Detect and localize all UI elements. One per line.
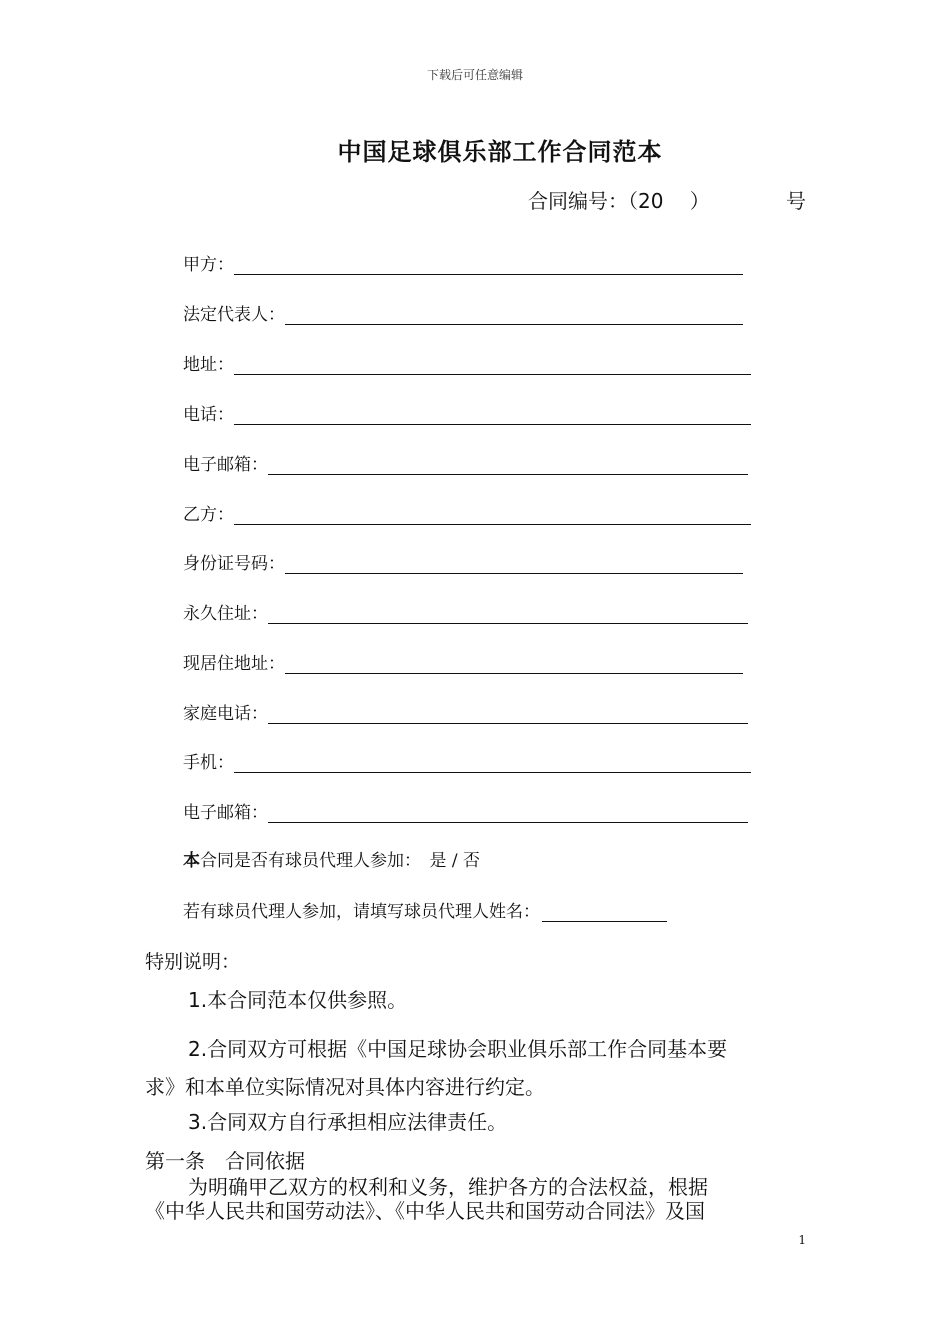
field-party-a xyxy=(183,250,743,275)
header-note: 下载后可任意编辑 xyxy=(426,68,523,82)
article-1-heading: 第一条 合同依据 xyxy=(145,1149,305,1173)
field-label: 电子邮箱： xyxy=(183,803,268,823)
blank-line[interactable] xyxy=(285,555,743,574)
page-number: 1 xyxy=(798,1233,806,1247)
special-note-2: 2.合同双方可根据《中国足球协会职业俱乐部工作合同基本要 xyxy=(188,1037,728,1061)
field-label: 乙方： xyxy=(183,505,234,525)
field-label: 家庭电话： xyxy=(183,704,268,724)
special-note-1: 1.本合同范本仅供参照。 xyxy=(188,988,408,1012)
field-label: 甲方： xyxy=(183,255,234,275)
field-mobile xyxy=(183,748,751,773)
blank-line[interactable] xyxy=(234,754,751,773)
field-email-b xyxy=(183,798,748,823)
agent-question-lead: 本 xyxy=(183,851,200,871)
article-1-line-1: 为明确甲乙双方的权利和义务，维护各方的合法权益，根据 xyxy=(188,1175,708,1199)
field-label: 身份证号码： xyxy=(183,554,285,574)
contract-number-label: 合同编号：（20 ） xyxy=(528,189,710,213)
field-phone xyxy=(183,400,751,425)
field-party-b xyxy=(183,500,751,525)
blank-line[interactable] xyxy=(234,406,751,425)
blank-line[interactable] xyxy=(285,306,743,325)
field-email-a xyxy=(183,450,748,475)
field-home-phone xyxy=(183,699,748,724)
field-permanent-address xyxy=(183,599,748,624)
contract-number-suffix: 号 xyxy=(786,189,806,213)
field-label: 地址： xyxy=(183,355,234,375)
blank-line[interactable] xyxy=(285,655,743,674)
field-current-address xyxy=(183,649,743,674)
field-address xyxy=(183,350,751,375)
field-label: 法定代表人： xyxy=(183,305,285,325)
field-label: 手机： xyxy=(183,753,234,773)
agent-name-field xyxy=(183,897,667,922)
agent-question-text: 合同是否有球员代理人参加： 是 / 否 xyxy=(200,851,481,871)
document-title: 中国足球俱乐部工作合同范本 xyxy=(337,137,663,166)
contract-number xyxy=(528,185,806,214)
field-label: 永久住址： xyxy=(183,604,268,624)
blank-line[interactable] xyxy=(268,456,748,475)
agent-name-prompt: 若有球员代理人参加，请填写球员代理人姓名： xyxy=(183,902,540,922)
blank-line[interactable] xyxy=(542,903,667,922)
blank-line[interactable] xyxy=(268,605,748,624)
special-notes-heading: 特别说明： xyxy=(145,951,241,973)
field-label: 电子邮箱： xyxy=(183,455,268,475)
special-note-3: 3.合同双方自行承担相应法律责任。 xyxy=(188,1110,508,1134)
blank-line[interactable] xyxy=(234,256,743,275)
field-label: 现居住地址： xyxy=(183,654,285,674)
article-1-line-2: 《中华人民共和国劳动法》、《中华人民共和国劳动合同法》及国 xyxy=(145,1199,705,1223)
blank-line[interactable] xyxy=(268,804,748,823)
agent-question xyxy=(183,846,480,871)
field-legal-rep xyxy=(183,300,743,325)
special-note-2-cont: 求》和本单位实际情况对具体内容进行约定。 xyxy=(145,1075,545,1099)
field-id-number xyxy=(183,549,743,574)
field-label: 电话： xyxy=(183,405,234,425)
blank-line[interactable] xyxy=(234,356,751,375)
blank-line[interactable] xyxy=(268,705,748,724)
blank-line[interactable] xyxy=(234,506,751,525)
